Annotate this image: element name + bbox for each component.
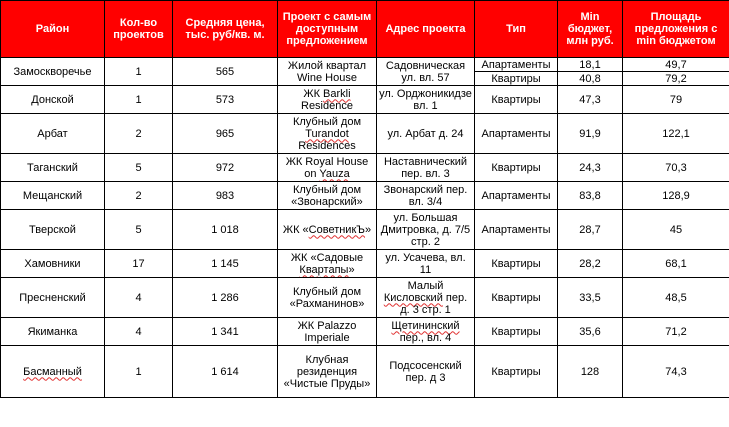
district-cell: Хамовники <box>1 250 105 278</box>
project-text: Residences <box>298 139 356 152</box>
area-cell: 45 <box>623 210 729 250</box>
count-cell: 5 <box>105 154 173 182</box>
table-row <box>1 210 729 250</box>
type-cell: Квартиры <box>475 72 558 86</box>
district-cell: Якиманка <box>1 318 105 346</box>
header-projects-count: Кол-во проектов <box>105 1 173 58</box>
project-text: Residence <box>301 99 353 112</box>
budget-cell: 47,3 <box>558 86 623 114</box>
district-cell: Донской <box>1 86 105 114</box>
district-cell: Замоскворечье <box>1 58 105 86</box>
type-cell: Квартиры <box>475 86 558 114</box>
project-text: » <box>364 223 372 236</box>
header-row <box>1 1 729 58</box>
price-cell: 972 <box>173 154 278 182</box>
table-row <box>1 318 729 346</box>
project-text: » <box>348 263 355 276</box>
header-area-min-budget: Площадь предложения с min бюджетом <box>623 1 729 58</box>
type-cell: Квартиры <box>475 346 558 398</box>
address-cell <box>377 318 475 346</box>
project-cell: Клубный дом «Рахманинов» <box>278 278 377 318</box>
address-text: пер. д. 3 стр. 1 <box>400 291 468 316</box>
count-cell: 4 <box>105 318 173 346</box>
district-cell <box>1 346 105 398</box>
count-cell: 1 <box>105 86 173 114</box>
address-cell: ул. Большая Дмитровка, д. 7/5 стр. 2 <box>377 210 475 250</box>
spellcheck-text: Turandot <box>305 127 349 140</box>
table-row <box>1 182 729 210</box>
area-cell: 128,9 <box>623 182 729 210</box>
project-cell: ЖК Palazzo Imperiale <box>278 318 377 346</box>
address-text: пер., вл. 4 <box>399 331 452 344</box>
project-cell <box>278 114 377 154</box>
price-cell: 1 286 <box>173 278 278 318</box>
spellcheck-text: Басманный <box>23 365 82 378</box>
address-cell: ул. Усачева, вл. 11 <box>377 250 475 278</box>
address-cell: Садовническая ул. вл. 57 <box>377 58 475 86</box>
budget-cell: 40,8 <box>558 72 623 86</box>
address-cell: ул. Арбат д. 24 <box>377 114 475 154</box>
spellcheck-text: Barkli <box>323 87 351 100</box>
type-cell: Апартаменты <box>475 114 558 154</box>
spellcheck-text: Квартапы <box>299 263 349 276</box>
table-row <box>1 154 729 182</box>
header-cheapest-project: Проект с самым доступным предложением <box>278 1 377 58</box>
price-cell: 573 <box>173 86 278 114</box>
header-avg-price: Средняя цена, тыс. руб/кв. м. <box>173 1 278 58</box>
type-cell: Квартиры <box>475 318 558 346</box>
price-cell: 965 <box>173 114 278 154</box>
project-text: ЖК <box>303 87 324 100</box>
budget-cell: 91,9 <box>558 114 623 154</box>
district-cell: Тверской <box>1 210 105 250</box>
district-cell: Таганский <box>1 154 105 182</box>
type-cell: Апартаменты <box>475 210 558 250</box>
price-cell: 983 <box>173 182 278 210</box>
table-row <box>1 278 729 318</box>
count-cell: 1 <box>105 346 173 398</box>
project-cell: Клубная резиденция «Чистые Пруды» <box>278 346 377 398</box>
table-row <box>1 86 729 114</box>
budget-cell: 35,6 <box>558 318 623 346</box>
type-cell: Апартаменты <box>475 58 558 72</box>
area-cell: 79 <box>623 86 729 114</box>
district-cell: Арбат <box>1 114 105 154</box>
budget-cell: 33,5 <box>558 278 623 318</box>
type-cell: Квартиры <box>475 250 558 278</box>
count-cell: 2 <box>105 182 173 210</box>
spellcheck-text: СоветникЪ <box>308 223 365 236</box>
area-cell: 71,2 <box>623 318 729 346</box>
area-cell: 68,1 <box>623 250 729 278</box>
project-cell <box>278 154 377 182</box>
count-cell: 17 <box>105 250 173 278</box>
count-cell: 4 <box>105 278 173 318</box>
table-row <box>1 346 729 398</box>
area-cell: 48,5 <box>623 278 729 318</box>
price-cell: 1 018 <box>173 210 278 250</box>
count-cell: 2 <box>105 114 173 154</box>
district-cell: Пресненский <box>1 278 105 318</box>
district-cell: Мещанский <box>1 182 105 210</box>
project-text: ЖК «Садовые <box>290 251 364 264</box>
count-cell: 5 <box>105 210 173 250</box>
spellcheck-text: Кисловский <box>383 291 443 304</box>
spellcheck-text: Щетининский <box>391 319 460 332</box>
table-row <box>1 250 729 278</box>
budget-cell: 128 <box>558 346 623 398</box>
header-address: Адрес проекта <box>377 1 475 58</box>
price-cell: 1 341 <box>173 318 278 346</box>
header-min-budget: Min бюджет, млн руб. <box>558 1 623 58</box>
spellcheck-text: Yauza <box>319 167 350 180</box>
budget-cell: 28,7 <box>558 210 623 250</box>
address-text: Малый <box>407 279 444 292</box>
project-text: Клубный дом <box>292 115 362 128</box>
address-cell: Звонарский пер. вл. 3/4 <box>377 182 475 210</box>
price-cell: 1 145 <box>173 250 278 278</box>
area-cell: 74,3 <box>623 346 729 398</box>
type-cell: Апартаменты <box>475 182 558 210</box>
price-cell: 565 <box>173 58 278 86</box>
area-cell: 49,7 <box>623 58 729 72</box>
address-cell: Подсосенский пер. д 3 <box>377 346 475 398</box>
type-cell: Квартиры <box>475 278 558 318</box>
project-text: ЖК Royal House on <box>285 155 369 180</box>
address-cell: ул. Орджоникидзе вл. 1 <box>377 86 475 114</box>
header-type: Тип <box>475 1 558 58</box>
project-cell <box>278 210 377 250</box>
table-row <box>1 58 729 72</box>
project-cell <box>278 86 377 114</box>
project-cell <box>278 250 377 278</box>
area-cell: 70,3 <box>623 154 729 182</box>
count-cell: 1 <box>105 58 173 86</box>
area-cell: 122,1 <box>623 114 729 154</box>
price-cell: 1 614 <box>173 346 278 398</box>
budget-cell: 28,2 <box>558 250 623 278</box>
budget-cell: 18,1 <box>558 58 623 72</box>
header-district: Район <box>1 1 105 58</box>
area-cell: 79,2 <box>623 72 729 86</box>
project-cell: Жилой квартал Wine House <box>278 58 377 86</box>
project-cell: Клубный дом «Звонарский» <box>278 182 377 210</box>
address-cell <box>377 278 475 318</box>
type-cell: Квартиры <box>475 154 558 182</box>
table-row <box>1 114 729 154</box>
budget-cell: 24,3 <box>558 154 623 182</box>
project-text: ЖК « <box>282 223 309 236</box>
address-cell: Наставнический пер. вл. 3 <box>377 154 475 182</box>
budget-cell: 83,8 <box>558 182 623 210</box>
